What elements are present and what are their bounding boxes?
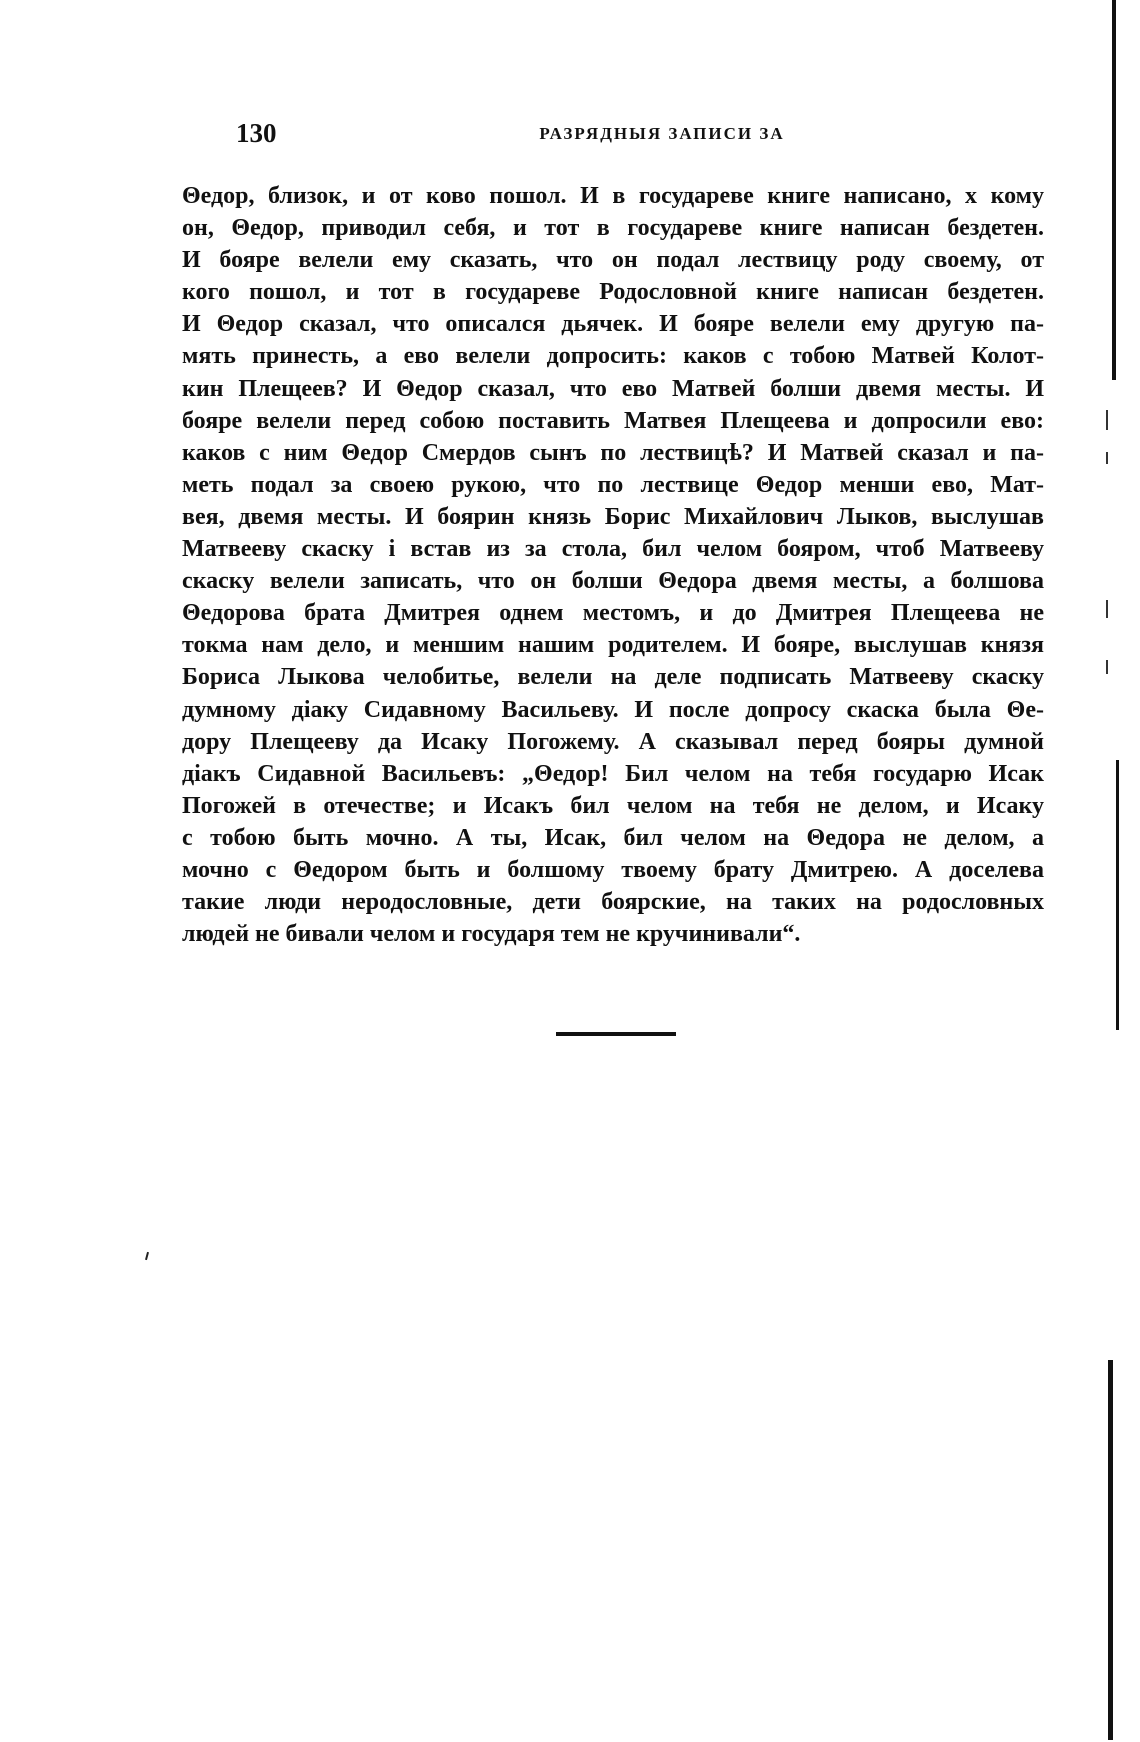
text-line: людей не бивали челом и государя тем не кручинивали“. <box>182 921 801 948</box>
scan-edge-mark <box>1106 410 1108 430</box>
text-line: меть подал за своею рукою, что по лествице Θедор менши ево, Мат- <box>182 471 1044 498</box>
text-line: скаску велели записать, что он болши Θедора двемя месты, а болшова <box>182 568 1044 595</box>
scan-edge-mark <box>1106 600 1108 618</box>
text-line: Θедор, близок, и от ково пошол. И в государеве книге написано, х кому <box>182 183 1044 209</box>
text-line: с тобою быть мочно. А ты, Исак, бил челом на Θедора не делом, а <box>182 824 1044 851</box>
text-line: токма нам дело, и меншим нашим родителем. И бояре, выслушав князя <box>182 632 1044 659</box>
text-line: Θедорова брата Дмитрея однем местомъ, и до Дмитрея Плещеева не <box>182 600 1044 627</box>
text-line: кин Плещеев? И Θедор сказал, что ево Матвей болши двемя месты. И <box>182 375 1044 402</box>
text-line: мять принесть, а ево велели допросить: каков с тобою Матвей Колот- <box>182 343 1044 370</box>
text-line: бояре велели перед собою поставить Матвея Плещеева и допросили ево: <box>182 407 1044 434</box>
text-line: дору Плещееву да Исаку Погожему. А сказывал перед бояры думной <box>182 728 1044 755</box>
text-line: такие люди неродословные, дети боярские, на таких на родословных <box>182 889 1044 916</box>
scan-edge-mark <box>1108 1360 1113 1740</box>
text-line: вея, двемя месты. И боярин князь Борис Михайлович Лыков, выслушав <box>182 503 1044 530</box>
page-header <box>236 118 1088 158</box>
text-line: діакъ Сидавной Васильевъ: „Θедор! Бил челом на тебя государю Исак <box>182 760 1044 787</box>
scan-edge-mark <box>1106 452 1108 464</box>
text-line: Погожей в отечестве; и Исакъ бил челом на тебя не делом, и Исаку <box>182 792 1044 819</box>
scan-speck <box>145 1252 149 1260</box>
scan-edge-mark <box>1106 660 1108 674</box>
section-end-rule <box>556 1032 676 1036</box>
running-title: РАЗРЯДНЫЯ ЗАПИСИ ЗА <box>539 124 785 143</box>
body-text <box>182 180 1044 950</box>
scan-edge-mark <box>1116 760 1119 1030</box>
text-line: кого пошол, и тот в государеве Родословной книге написан бездетен. <box>182 279 1044 306</box>
text-line: мочно с Θедором быть и болшому твоему брату Дмитрею. А доселева <box>182 856 1044 883</box>
scan-edge-mark <box>1112 0 1116 380</box>
page-number: 130 <box>236 118 277 148</box>
text-line: думному діаку Сидавному Васильеву. И после допросу скаска была Θе- <box>182 696 1044 723</box>
text-line: И Θедор сказал, что описался дьячек. И бояре велели ему другую па- <box>182 311 1044 338</box>
text-line: каков с ним Θедор Смердов сынъ по лествицѣ? И Матвей сказал и па- <box>182 439 1044 466</box>
text-line: Бориса Лыкова челобитье, велели на деле подписать Матвееву скаску <box>182 664 1044 691</box>
text-line: И бояре велели ему сказать, что он подал лествицу роду своему, от <box>182 247 1044 274</box>
text-line: Матвееву скаску і встав из за стола, бил челом бояром, чтоб Матвееву <box>182 536 1044 563</box>
text-line: он, Θедор, приводил себя, и тот в государеве книге написан бездетен. <box>182 215 1044 242</box>
